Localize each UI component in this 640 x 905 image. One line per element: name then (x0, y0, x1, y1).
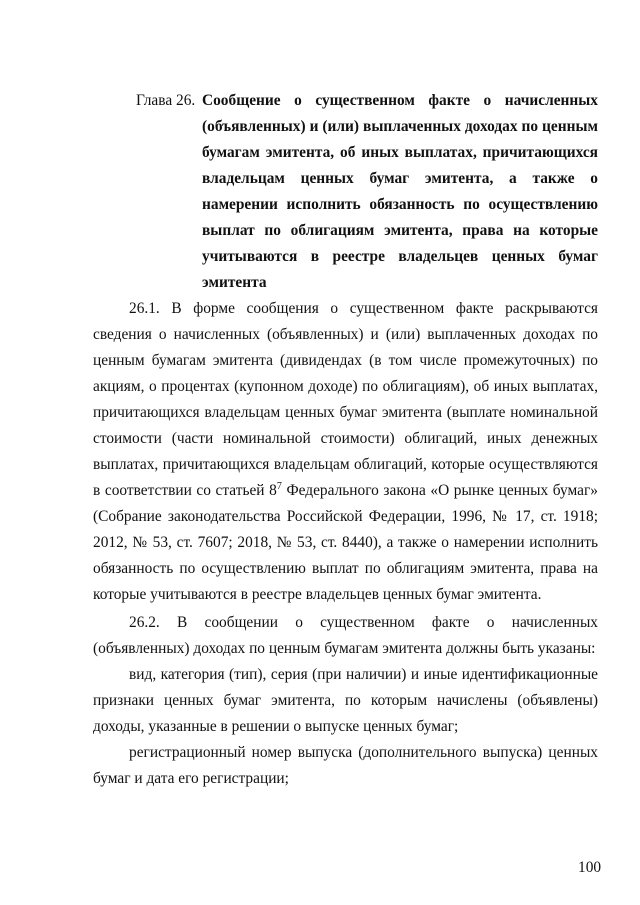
document-body (93, 296, 598, 792)
page-number: 100 (578, 859, 602, 876)
paragraph-26-1 (93, 296, 598, 608)
paragraph-text-continued: Федерального закона «О рынке ценных бумаг» (Собрание законодательства Российской Федерации, 1996, № 17, ст. 1918; 2012, № 53, ст. 7607; 2018, № 53, ст. 8440), а также о намерении исполнить обязанность по осуществлению выплат по облигациям эмитента, права на которые учитываются в реестре владельцев ценных бумаг эмитента. (93, 482, 598, 603)
paragraph-text: 26.1. В форме сообщения о существенном факте раскрываются сведения о начисленных (объявленных) и (или) выплаченных доходах по ценным бумагам эмитента (дивидендах (в том числе промежуточных) по акциям, о процентах (купонном доходе) по облигациям), об иных выплатах, причитающихся владельцам ценных бумаг эмитента (выплате номинальной стоимости (части номинальной стоимости) облигаций, иных денежных выплатах, причитающихся владельцам облигаций, которые осуществляются в соответствии со статьей 8 (93, 300, 598, 499)
paragraph-item-registration: регистрационный номер выпуска (дополнительного выпуска) ценных бумаг и дата его регистрации; (93, 744, 598, 787)
paragraph-item-type: вид, категория (тип), серия (при наличии) и иные идентификационные признаки ценных бумаг эмитента, по которым начислены (объявлены) доходы, указанные в решении о выпуске ценных бумаг; (93, 666, 598, 735)
chapter-heading (136, 88, 598, 296)
footnote-superscript: 7 (276, 480, 282, 492)
chapter-title: Сообщение о существенном факте о начисленных (объявленных) и (или) выплаченных доходах по ценным бумагам эмитента, об иных выплатах, причитающихся владельцам ценных бумаг эмитента, а также о намерении исполнить обязанность по осуществлению выплат по облигациям эмитента, права на которые учитываются в реестре владельцев ценных бумаг эмитента (202, 92, 598, 291)
paragraph-26-2: 26.2. В сообщении о существенном факте о начисленных (объявленных) доходах по ценным бумагам эмитента должны быть указаны: (93, 614, 598, 657)
chapter-number: Глава 26. (136, 92, 196, 109)
